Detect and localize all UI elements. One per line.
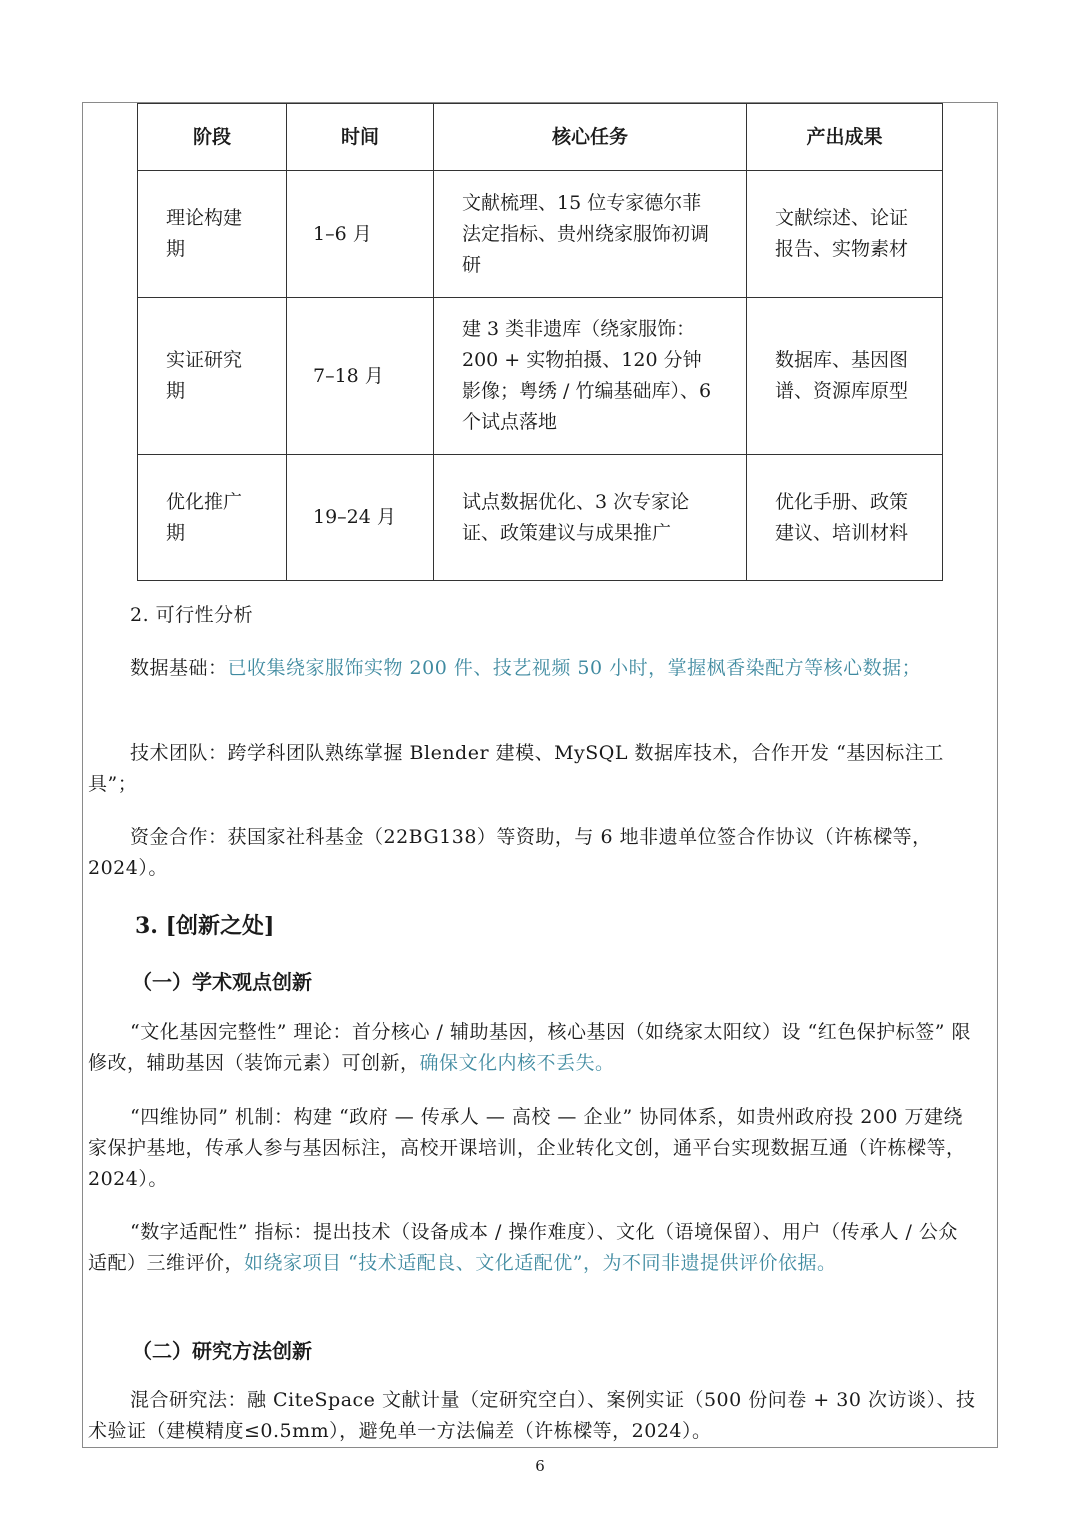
cultural-gene-text: “文化基因完整性” 理论：首分核心 / 辅助基因，核心基因（如绕家太阳纹）设 “红色保护标签” 限修改，辅助基因（装饰元素）可创新， <box>88 1021 971 1074</box>
cell-task: 建 3 类非遗库（绕家服饰：200 + 实物拍摄、120 分钟影像；粤绣 / 竹编基础库）、6 个试点落地 <box>434 298 747 455</box>
cell-task: 试点数据优化、3 次专家论证、政策建议与成果推广 <box>434 455 747 581</box>
four-dimension-paragraph: “四维协同” 机制：构建 “政府 — 传承人 — 高校 — 企业” 协同体系，如贵州政府投 200 万建绕家保护基地，传承人参与基因标注，高校开课培训，企业转化文创，通平台实现数据互通（许栋樑等，2024）。 <box>88 1106 966 1190</box>
cell-stage: 实证研究期 <box>138 298 287 455</box>
cell-stage: 理论构建期 <box>138 171 287 298</box>
header-output: 产出成果 <box>747 104 943 171</box>
data-foundation-text: 已收集绕家服饰实物 200 件、技艺视频 50 小时，掌握枫香染配方等核心数据； <box>227 657 922 679</box>
table-row <box>138 455 943 581</box>
method-innovation-heading: （二）研究方法创新 <box>132 1339 312 1363</box>
funding-paragraph: 资金合作：获国家社科基金（22BG138）等资助，与 6 地非遗单位签合作协议（许栋樑等，2024）。 <box>88 826 932 879</box>
header-stage: 阶段 <box>138 104 287 171</box>
mixed-method-paragraph: 混合研究法：融 CiteSpace 文献计量（定研究空白）、案例实证（500 份问卷 + 30 次访谈）、技术验证（建模精度≤0.5mm），避免单一方法偏差（许栋樑等，2024）。 <box>88 1389 976 1442</box>
cell-stage: 优化推广期 <box>138 455 287 581</box>
cell-time: 1–6 月 <box>287 171 434 298</box>
cell-task: 文献梳理、15 位专家德尔菲法定指标、贵州绕家服饰初调研 <box>434 171 747 298</box>
table-header-row <box>138 104 943 171</box>
digital-adaptability-text: “数字适配性” 指标：提出技术（设备成本 / 操作难度）、文化（语境保留）、用户（传承人 / 公众适配）三维评价， <box>88 1221 958 1274</box>
cell-time: 7–18 月 <box>287 298 434 455</box>
digital-adaptability-highlight: 如绕家项目 “技术适配良、文化适配优”，为不同非遗提供评价依据。 <box>244 1252 837 1274</box>
cell-output: 数据库、基因图谱、资源库原型 <box>747 298 943 455</box>
data-foundation-paragraph <box>88 653 976 684</box>
innovation-heading: 3. [创新之处] <box>135 913 275 939</box>
cell-output: 文献综述、论证报告、实物素材 <box>747 171 943 298</box>
table-row <box>138 171 943 298</box>
header-time: 时间 <box>287 104 434 171</box>
table-row <box>138 298 943 455</box>
feasibility-heading: 2. 可行性分析 <box>130 604 254 626</box>
schedule-table <box>137 103 943 581</box>
cell-output: 优化手册、政策建议、培训材料 <box>747 455 943 581</box>
page-number: 6 <box>535 1457 545 1475</box>
tech-team-paragraph: 技术团队：跨学科团队熟练掌握 Blender 建模、MySQL 数据库技术，合作开发 “基因标注工具”； <box>88 742 944 795</box>
header-task: 核心任务 <box>434 104 747 171</box>
cultural-gene-paragraph <box>88 1017 976 1079</box>
cell-time: 19–24 月 <box>287 455 434 581</box>
cultural-gene-highlight: 确保文化内核不丢失。 <box>419 1052 615 1074</box>
digital-adaptability-paragraph <box>88 1217 976 1279</box>
data-foundation-label: 数据基础： <box>130 657 228 679</box>
academic-innovation-heading: （一）学术观点创新 <box>132 970 312 994</box>
